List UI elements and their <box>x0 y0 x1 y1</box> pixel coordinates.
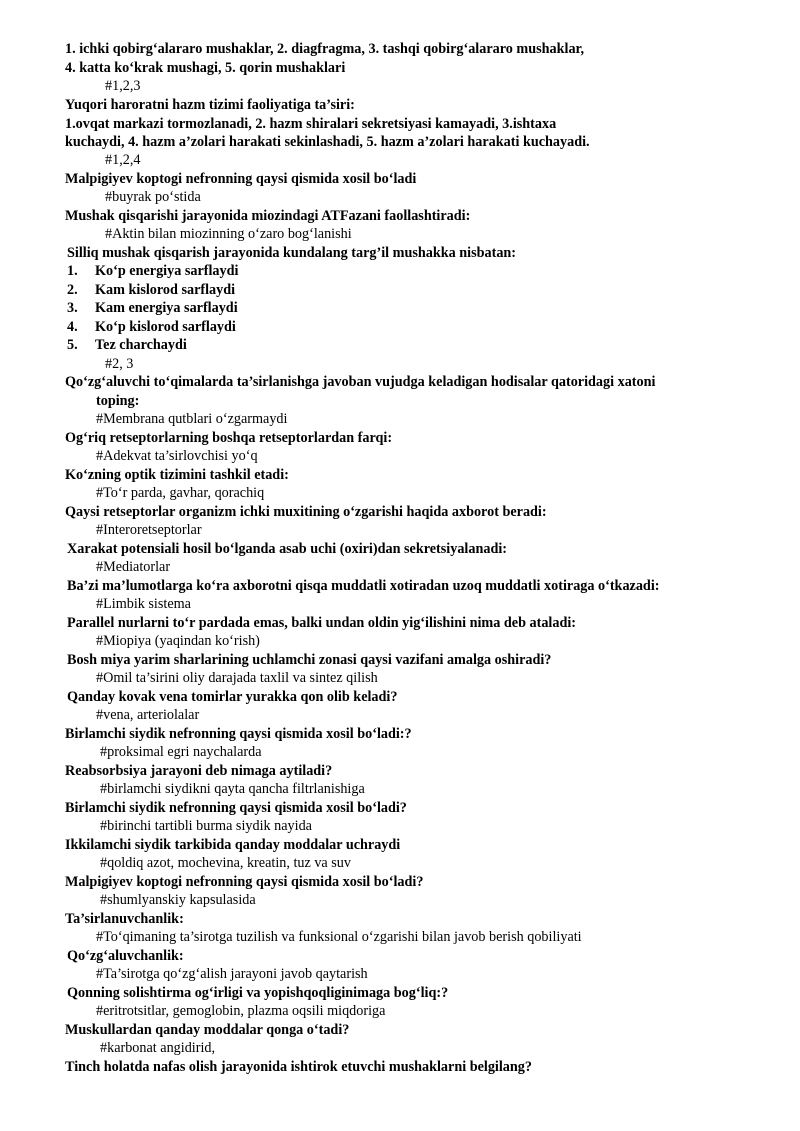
question-line <box>67 281 235 299</box>
answer-line: #karbonat angidirid, <box>100 1040 216 1056</box>
answer-line: #2, 3 <box>105 356 134 372</box>
answer-line: #1,2,4 <box>105 152 141 168</box>
answer-line: #1,2,3 <box>105 78 141 94</box>
question-line: Og‘riq retseptorlarning boshqa retseptorlardan farqi: <box>65 430 393 446</box>
question-line: 4. katta ko‘krak mushagi, 5. qorin mushaklari <box>65 60 346 76</box>
question-line: Ikkilamchi siydik tarkibida qanday moddalar uchraydi <box>65 837 401 853</box>
question-line: Mushak qisqarishi jarayonida miozindagi ATFazani faollashtiradi: <box>65 208 471 224</box>
question-line <box>67 262 238 280</box>
question-line: Qo‘zg‘aluvchanlik: <box>67 948 184 964</box>
answer-line: #Ta’sirotga qo‘zg‘alish jarayoni javob qaytarish <box>96 966 368 982</box>
question-line: Tinch holatda nafas olish jarayonida ishtirok etuvchi mushaklarni belgilang? <box>65 1059 532 1075</box>
answer-line: #vena, arteriolalar <box>96 707 200 723</box>
question-line: Silliq mushak qisqarish jarayonida kundalang targ’il mushakka nisbatan: <box>67 245 517 261</box>
question-line <box>67 318 236 336</box>
list-number: 1. <box>67 263 78 279</box>
question-line: Qo‘zg‘aluvchi to‘qimalarda ta’sirlanishga javoban vujudga keladigan hodisalar qatoridagi xatoni <box>65 374 656 390</box>
answer-line: #proksimal egri naychalarda <box>100 744 262 760</box>
question-line: Qaysi retseptorlar organizm ichki muxitining o‘zgarishi haqida axborot beradi: <box>65 504 547 520</box>
list-item-text: Ko‘p energiya sarflaydi <box>95 263 239 279</box>
answer-line: #birlamchi siydikni qayta qancha filtrlanishiga <box>100 781 365 797</box>
list-item-text: Kam kislorod sarflaydi <box>95 282 236 298</box>
answer-line: #qoldiq azot, mochevina, kreatin, tuz va suv <box>100 855 351 871</box>
answer-line: #To‘qimaning ta’sirotga tuzilish va funksional o‘zgarishi bilan javob berish qobiliyati <box>96 929 582 945</box>
answer-line: #Adekvat ta’sirlovchisi yo‘q <box>96 448 258 464</box>
question-line: kuchaydi, 4. hazm a’zolari harakati sekinlashadi, 5. hazm a’zolari harakati kuchayadi. <box>65 134 590 150</box>
question-line: Parallel nurlarni to‘r pardada emas, balki undan oldin yig‘ilishini nima deb ataladi: <box>67 615 577 631</box>
answer-line: #Limbik sistema <box>96 596 191 612</box>
question-line: 1. ichki qobirg‘alararo mushaklar, 2. diagfragma, 3. tashqi qobirg‘alararo mushaklar, <box>65 41 585 57</box>
answer-line: #buyrak po‘stida <box>105 189 201 205</box>
question-line: Bosh miya yarim sharlarining uchlamchi zonasi qaysi vazifani amalga oshiradi? <box>67 652 552 668</box>
question-line: Malpigiyev koptogi nefronning qaysi qismida xosil bo‘ladi? <box>65 874 424 890</box>
question-line: Yuqori haroratni hazm tizimi faoliyatiga ta’siri: <box>65 97 355 113</box>
list-number: 4. <box>67 319 78 335</box>
question-line: toping: <box>96 393 140 409</box>
list-number: 2. <box>67 282 78 298</box>
answer-line: #shumlyanskiy kapsulasida <box>100 892 256 908</box>
question-line: Muskullardan qanday moddalar qonga o‘tadi? <box>65 1022 350 1038</box>
question-line: Birlamchi siydik nefronning qaysi qismida xosil bo‘ladi:? <box>65 726 412 742</box>
question-line: 1.ovqat markazi tormozlanadi, 2. hazm shiralari sekretsiyasi kamayadi, 3.ishtaxa <box>65 116 557 132</box>
question-line: Ta’sirlanuvchanlik: <box>65 911 184 927</box>
question-line: Xarakat potensiali hosil bo‘lganda asab uchi (oxiri)dan sekretsiyalanadi: <box>67 541 508 557</box>
answer-line: #Miopiya (yaqindan ko‘rish) <box>96 633 260 649</box>
question-line: Birlamchi siydik nefronning qaysi qismida xosil bo‘ladi? <box>65 800 407 816</box>
question-line: Qanday kovak vena tomirlar yurakka qon olib keladi? <box>67 689 398 705</box>
answer-line: #birinchi tartibli burma siydik nayida <box>100 818 312 834</box>
question-line: Ko‘zning optik tizimini tashkil etadi: <box>65 467 289 483</box>
question-line <box>67 336 187 354</box>
answer-line: #To‘r parda, gavhar, qorachiq <box>96 485 265 501</box>
list-number: 5. <box>67 337 78 353</box>
question-line: Reabsorbsiya jarayoni deb nimaga aytiladi? <box>65 763 333 779</box>
answer-line: #Interoretseptorlar <box>96 522 202 538</box>
question-line: Malpigiyev koptogi nefronning qaysi qismida xosil bo‘ladi <box>65 171 417 187</box>
list-number: 3. <box>67 300 78 316</box>
question-line <box>67 299 238 317</box>
answer-line: #Membrana qutblari o‘zgarmaydi <box>96 411 288 427</box>
answer-line: #Aktin bilan miozinning o‘zaro bog‘lanishi <box>105 226 352 242</box>
list-item-text: Kam energiya sarflaydi <box>95 300 238 316</box>
question-line: Qonning solishtirma og‘irligi va yopishqoqliginimaga bog‘liq:? <box>67 985 449 1001</box>
answer-line: #Omil ta’sirini oliy darajada taxlil va sintez qilish <box>96 670 378 686</box>
question-line: Ba’zi ma’lumotlarga ko‘ra axborotni qisqa muddatli xotiradan uzoq muddatli xotiraga o‘tkazadi: <box>67 578 660 594</box>
answer-line: #eritrotsitlar, gemoglobin, plazma oqsili miqdoriga <box>96 1003 386 1019</box>
answer-line: #Mediatorlar <box>96 559 171 575</box>
list-item-text: Ko‘p kislorod sarflaydi <box>95 319 236 335</box>
list-item-text: Tez charchaydi <box>95 337 187 353</box>
